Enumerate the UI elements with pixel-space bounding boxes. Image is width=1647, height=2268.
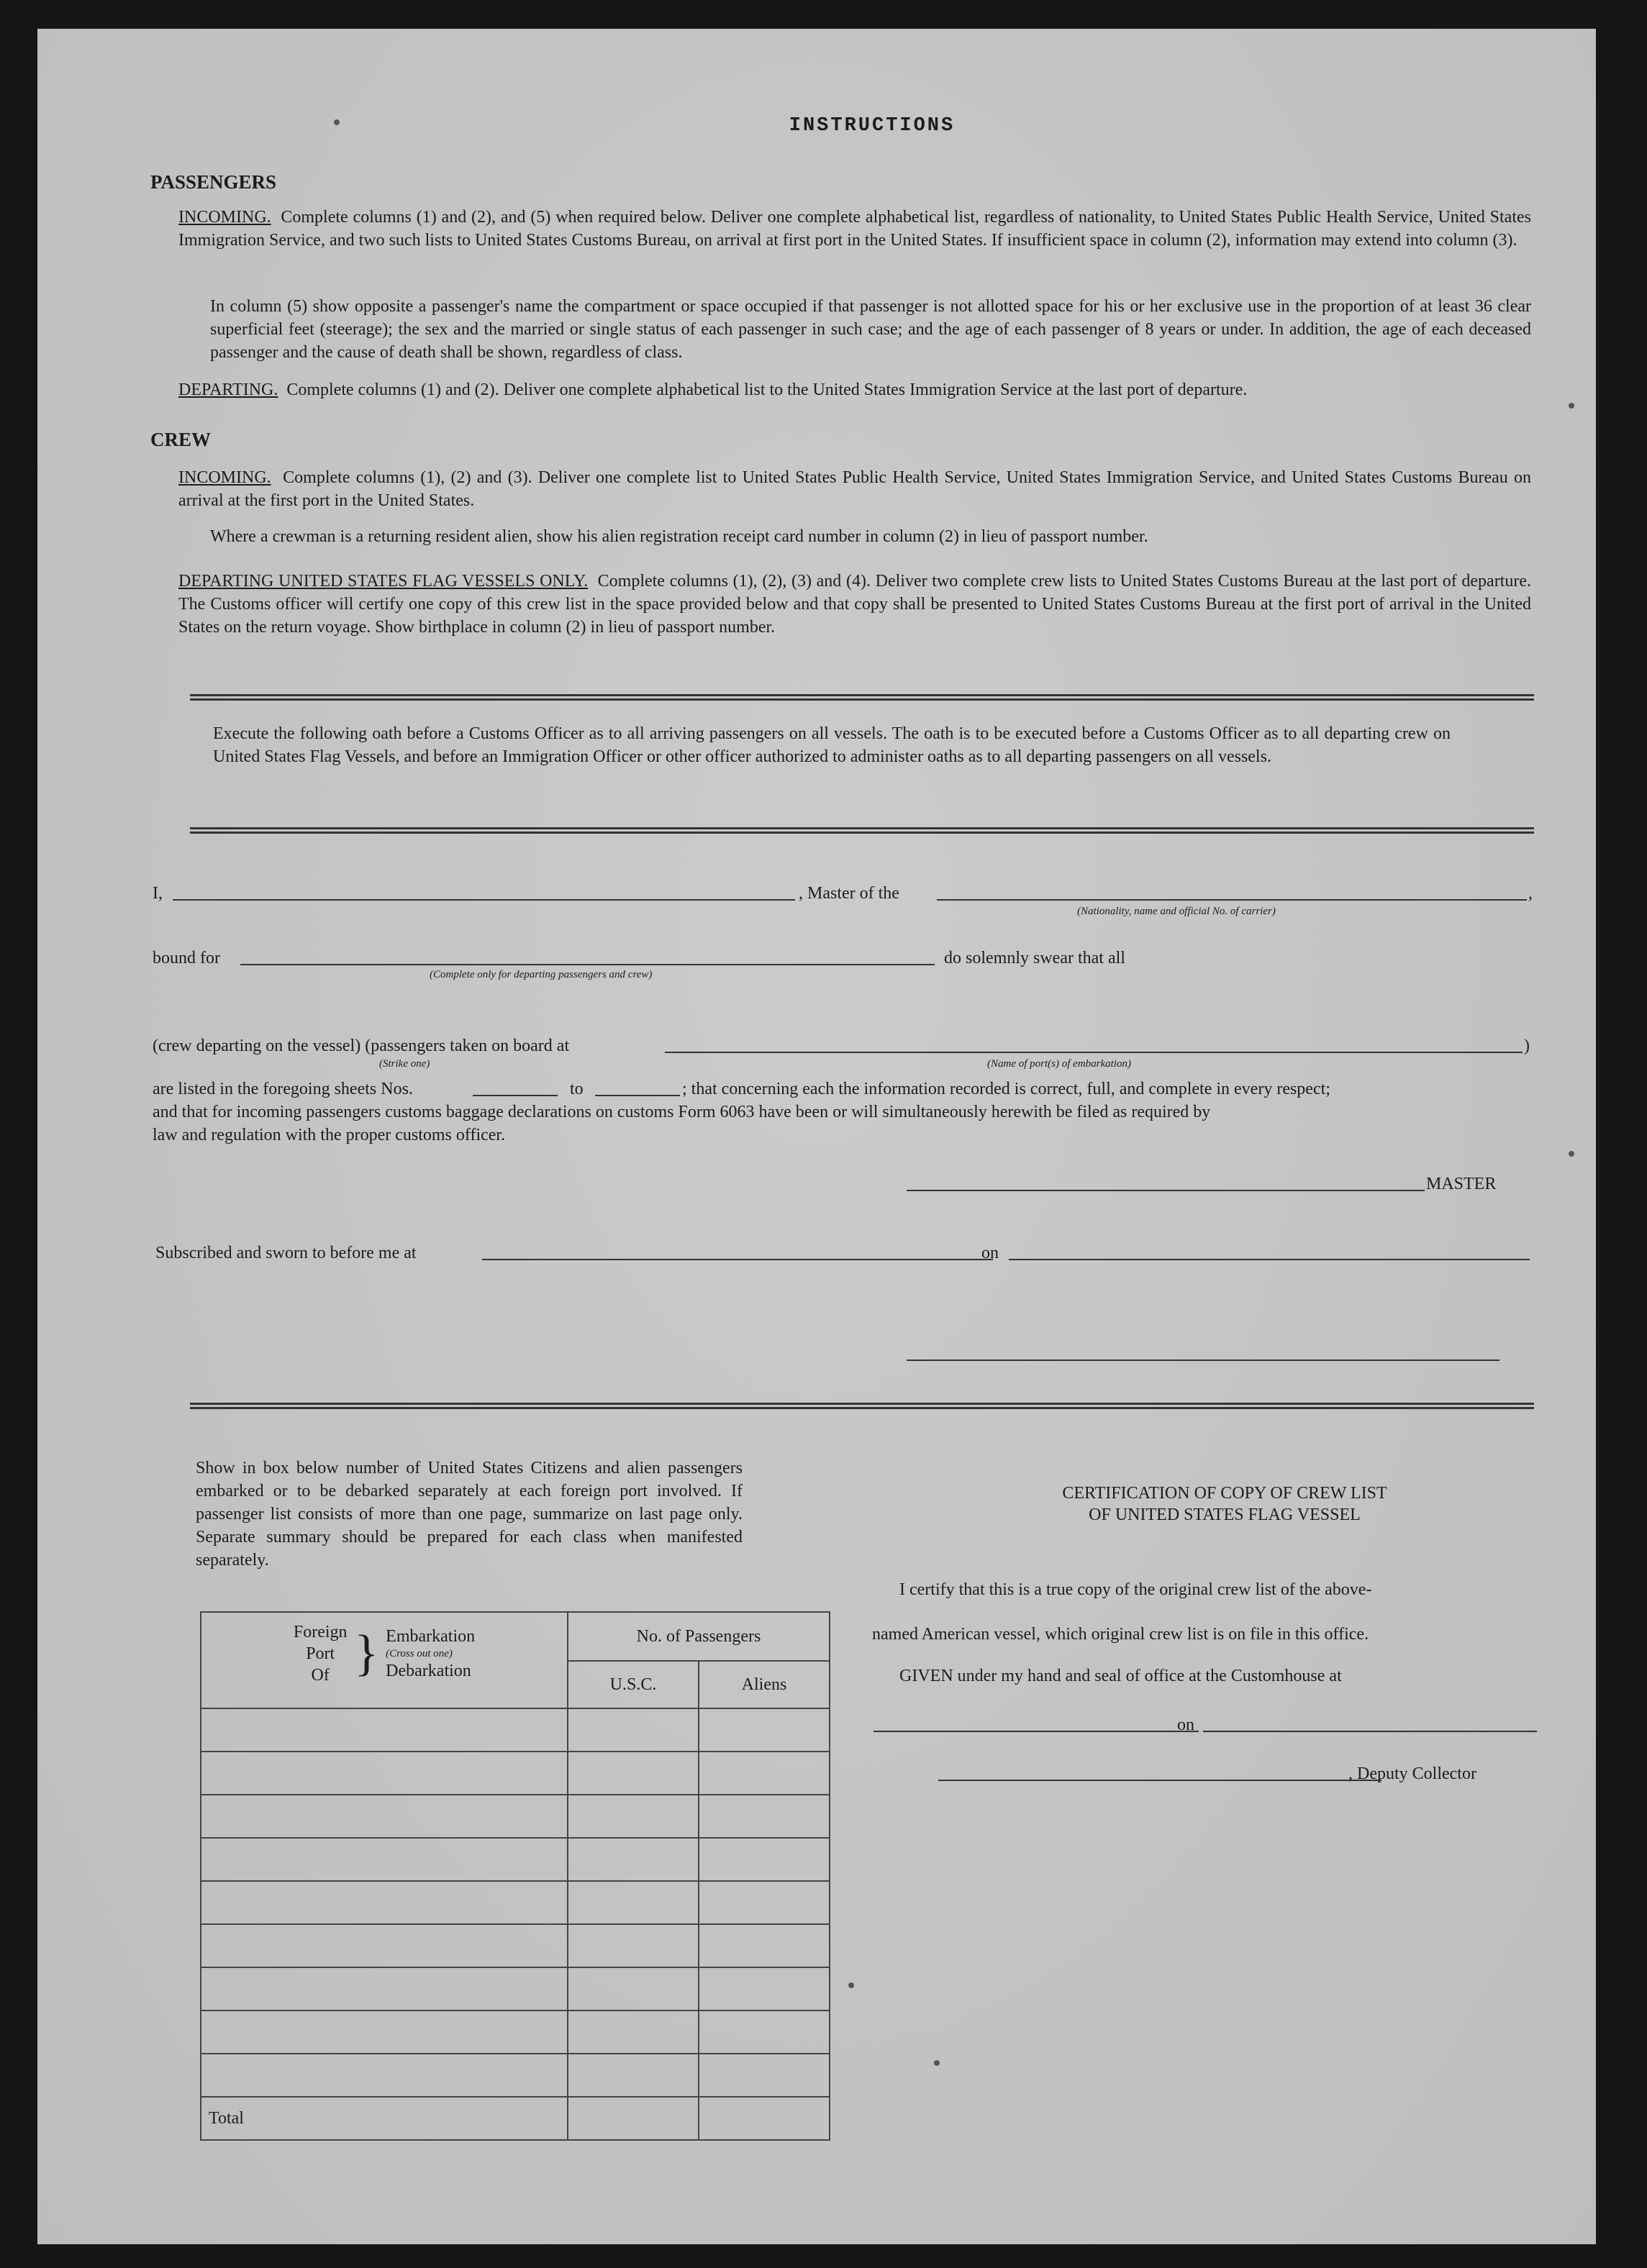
sheet-to-field[interactable] <box>595 1095 680 1096</box>
certify-line-3: GIVEN under my hand and seal of office at the Customhouse at <box>899 1667 1342 1685</box>
certification-heading-1: CERTIFICATION OF COPY OF CREW LIST <box>1062 1484 1387 1503</box>
certify-line-2: named American vessel, which original crew list is on file in this office. <box>872 1625 1369 1644</box>
summary-intro: Show in box below number of United States Citizens and alien passengers embarked or to be debarked separately at each foreign port involved. If passenger list consists of more than one page, summarize on last page only. Separate summary should be prepared for each class when manifested separately. <box>196 1459 743 1570</box>
listed-to-label: to <box>570 1080 584 1098</box>
crew-flag-label: DEPARTING UNITED STATES FLAG VESSELS ONLY. <box>178 572 589 591</box>
divider <box>190 827 1534 834</box>
close-paren: ) <box>1524 1037 1530 1055</box>
oath-intro: Execute the following oath before a Customs Officer as to all arriving passengers on all vessels. The oath is to be executed before a Customs Officer as to all departing crew on United States Flag Vessels, and before an Immigration Officer or other officer authorized to administer oaths as to all departing passengers on all vessels. <box>213 724 1451 766</box>
master-name-field[interactable] <box>173 899 795 901</box>
bound-for-field[interactable] <box>240 964 935 965</box>
col-port-3: Of <box>311 1666 330 1685</box>
col-port-1: Foreign <box>293 1623 348 1641</box>
total-row <box>201 2097 830 2140</box>
crew-departing-label: (crew departing on the vessel) (passengers taken on board at <box>153 1037 570 1055</box>
certify-date-field[interactable] <box>1203 1731 1537 1732</box>
swear-label: do solemnly swear that all <box>944 949 1125 967</box>
crew-flag-text: Complete columns (1), (2), (3) and (4). Deliver two complete crew lists to United States Customs Bureau at the last port of departure. The Customs officer will certify one copy of this crew list in the space provided below and that copy shall be presented to United States Customs Bureau at the first port of arrival in the United States on the return voyage. Show birthplace in column (2) in lieu of passport number. <box>178 572 1532 637</box>
form-page <box>37 29 1596 2244</box>
scan-speck <box>848 1982 854 1988</box>
crew-heading: CREW <box>150 429 212 450</box>
strike-hint: (Strike one) <box>379 1058 430 1070</box>
certification-heading-2: OF UNITED STATES FLAG VESSEL <box>1089 1506 1361 1524</box>
passengers-incoming-text: Complete columns (1) and (2), and (5) when required below. Deliver one complete alphabetical list, regardless of nationality, to United States Public Health Service, United States Immigration Service, and two such lists to United States Customs Bureau, on arrival at first port in the United States. If insufficient space in column (2), information may extend into column (3). <box>178 208 1531 250</box>
col-debark: Debarkation <box>386 1662 471 1680</box>
col-port-2: Port <box>306 1644 335 1663</box>
divider <box>190 694 1534 701</box>
certify-on-label: on <box>1177 1716 1194 1734</box>
oath-i-label: I, <box>153 884 163 903</box>
total-label: Total <box>201 2097 568 2140</box>
page-title: INSTRUCTIONS <box>789 115 956 137</box>
passenger-summary-table <box>200 1611 830 2141</box>
bound-for-label: bound for <box>153 949 220 967</box>
passengers-departing-label: DEPARTING. <box>178 381 278 399</box>
col-usc-header: U.S.C. <box>568 1661 699 1708</box>
crew-incoming-text: Complete columns (1), (2) and (3). Deliver one complete list to United States Public Health Service, United States Immigration Service, and United States Customs Bureau on arrival at the first port in the United States. <box>178 468 1532 510</box>
bound-for-hint: (Complete only for departing passengers and crew) <box>430 969 653 980</box>
deputy-collector-label: , Deputy Collector <box>1348 1764 1476 1783</box>
master-signature-field[interactable] <box>907 1190 1425 1191</box>
deputy-signature-field[interactable] <box>938 1780 1381 1781</box>
table-row <box>201 1795 830 1838</box>
crew-alien-text: Where a crewman is a returning resident alien, show his alien registration receipt card number in column (2) in lieu of passport number. <box>210 527 1148 546</box>
passengers-departing-block <box>178 378 1531 401</box>
officer-signature-field[interactable] <box>907 1360 1499 1361</box>
listed-law-text: law and regulation with the proper customs officer. <box>153 1126 506 1144</box>
listed-baggage-text: and that for incoming passengers customs baggage declarations on customs Form 6063 have been or will simultaneously herewith be filed as required by <box>153 1103 1211 1121</box>
scan-speck <box>334 119 340 125</box>
scan-speck <box>934 2060 940 2066</box>
sworn-date-field[interactable] <box>1009 1259 1530 1260</box>
port-hint: (Name of port(s) of embarkation) <box>987 1058 1131 1070</box>
passengers-column5-text: In column (5) show opposite a passenger's name the compartment or space occupied if that passenger is not allotted space for his or her exclusive use in the proportion of at least 36 clear superficial feet (steerage); the sex and the married or single status of each passenger in such case; and the age of each passenger of 8 years or under. In addition, the age of each deceased passenger and the cause of death shall be shown, regardless of class. <box>210 297 1531 362</box>
customhouse-field[interactable] <box>874 1731 1199 1732</box>
col-aliens-header: Aliens <box>699 1661 830 1708</box>
listed-sheets-label: are listed in the foregoing sheets Nos. <box>153 1080 413 1098</box>
scan-speck <box>1569 1151 1574 1157</box>
col-embark: Embarkation <box>386 1627 476 1646</box>
crew-flag-block <box>178 570 1531 639</box>
carrier-hint: (Nationality, name and official No. of carrier) <box>1077 906 1276 917</box>
passengers-departing-text: Complete columns (1) and (2). Deliver one complete alphabetical list to the United States Immigration Service at the last port of departure. <box>286 381 1248 399</box>
table-row <box>201 1838 830 1881</box>
brace-icon: } <box>354 1626 379 1681</box>
master-of-label: , Master of the <box>799 884 899 903</box>
master-label: MASTER <box>1426 1175 1497 1193</box>
table-row <box>201 1708 830 1752</box>
carrier-field[interactable] <box>937 899 1527 901</box>
crew-incoming-block <box>178 466 1531 512</box>
sworn-on-label: on <box>981 1244 999 1262</box>
table-row <box>201 2010 830 2054</box>
divider <box>190 1403 1534 1409</box>
col-cross: (Cross out one) <box>386 1648 453 1659</box>
scan-speck <box>1569 403 1574 409</box>
carrier-comma: , <box>1528 884 1533 903</box>
sheet-from-field[interactable] <box>473 1095 558 1096</box>
listed-correct-text: ; that concerning each the information recorded is correct, full, and complete in every respect; <box>682 1080 1330 1098</box>
table-row <box>201 1924 830 1967</box>
col-no-header: No. of Passengers <box>568 1612 830 1661</box>
subscribed-label: Subscribed and sworn to before me at <box>155 1244 417 1262</box>
sworn-place-field[interactable] <box>482 1259 993 1260</box>
table-row <box>201 2054 830 2097</box>
passengers-incoming-block <box>178 206 1531 252</box>
table-row <box>201 1752 830 1795</box>
passengers-incoming-label: INCOMING. <box>178 208 271 227</box>
passengers-heading: PASSENGERS <box>150 171 277 193</box>
embarkation-port-field[interactable] <box>665 1052 1523 1053</box>
table-row <box>201 1967 830 2010</box>
crew-incoming-label: INCOMING. <box>178 468 271 487</box>
certify-line-1: I certify that this is a true copy of the original crew list of the above- <box>899 1580 1372 1599</box>
table-row <box>201 1881 830 1924</box>
port-header-cell <box>201 1612 568 1708</box>
